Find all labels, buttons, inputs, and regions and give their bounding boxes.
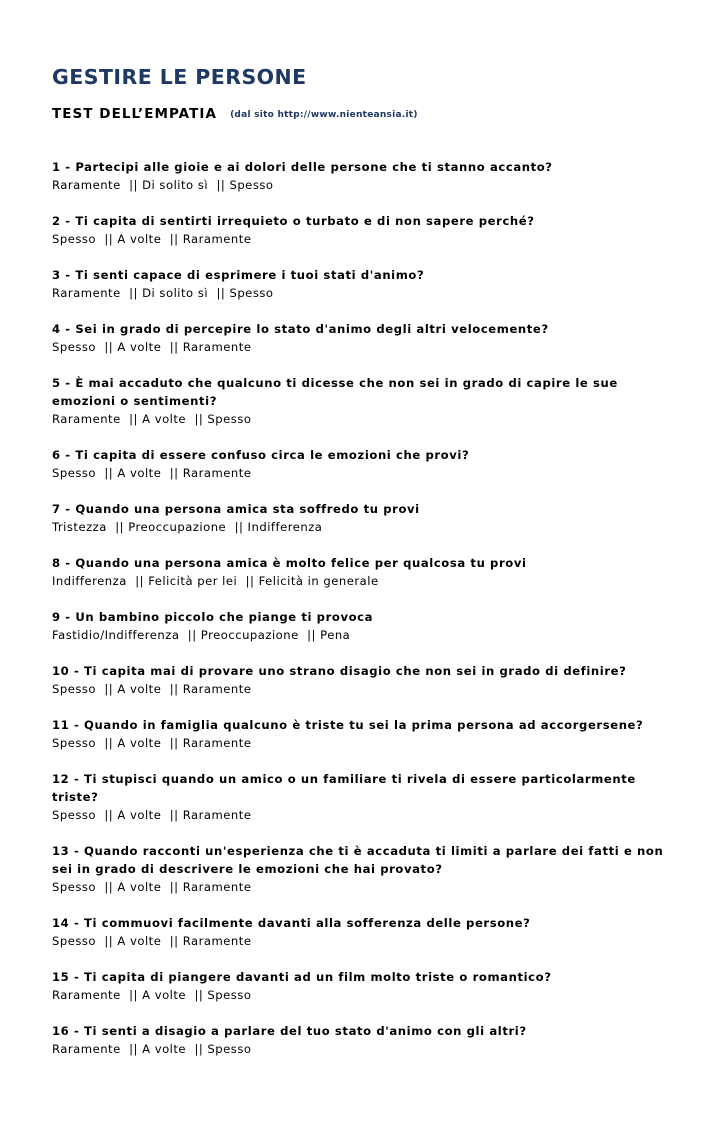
- answer-options: Spesso || A volte || Raramente: [52, 232, 252, 246]
- question-item: [52, 968, 692, 1004]
- question-text: 5 - È mai accaduto che qualcuno ti dicesse che non sei in grado di capire le sue emozioni o sentimenti?: [52, 376, 618, 408]
- answer-options: Spesso || A volte || Raramente: [52, 934, 252, 948]
- answer-options: Raramente || A volte || Spesso: [52, 412, 252, 426]
- answer-options: Spesso || A volte || Raramente: [52, 340, 252, 354]
- question-text: 10 - Ti capita mai di provare uno strano disagio che non sei in grado di definire?: [52, 664, 627, 678]
- answer-options: Tristezza || Preoccupazione || Indifferenza: [52, 520, 323, 534]
- subtitle-row: [52, 103, 692, 122]
- answer-options: Raramente || A volte || Spesso: [52, 1042, 252, 1056]
- question-text: 12 - Ti stupisci quando un amico o un familiare ti rivela di essere particolarmente triste?: [52, 772, 636, 804]
- question-text: 14 - Ti commuovi facilmente davanti alla sofferenza delle persone?: [52, 916, 531, 930]
- question-item: [52, 158, 692, 194]
- answer-options: Spesso || A volte || Raramente: [52, 808, 252, 822]
- answer-options: Spesso || A volte || Raramente: [52, 880, 252, 894]
- question-text: 6 - Ti capita di essere confuso circa le emozioni che provi?: [52, 448, 470, 462]
- answer-options: Raramente || Di solito sì || Spesso: [52, 286, 274, 300]
- question-item: [52, 842, 692, 896]
- answer-options: Raramente || A volte || Spesso: [52, 988, 252, 1002]
- question-item: [52, 500, 692, 536]
- question-item: [52, 770, 692, 824]
- question-text: 7 - Quando una persona amica sta soffredo tu provi: [52, 502, 420, 516]
- question-item: [52, 320, 692, 356]
- question-text: 15 - Ti capita di piangere davanti ad un film molto triste o romantico?: [52, 970, 552, 984]
- question-item: [52, 554, 692, 590]
- document-subtitle: TEST DELL’EMPATIA: [52, 106, 217, 122]
- question-item: [52, 212, 692, 248]
- answer-options: Spesso || A volte || Raramente: [52, 466, 252, 480]
- question-item: [52, 374, 692, 428]
- question-text: 2 - Ti capita di sentirti irrequieto o turbato e di non sapere perché?: [52, 214, 535, 228]
- question-text: 11 - Quando in famiglia qualcuno è triste tu sei la prima persona ad accorgersene?: [52, 718, 644, 732]
- question-list: [52, 158, 692, 1058]
- question-text: 13 - Quando racconti un'esperienza che ti è accaduta ti limiti a parlare dei fatti e non sei in grado di descrivere le emozioni che hai provato?: [52, 844, 664, 876]
- question-text: 3 - Ti senti capace di esprimere i tuoi stati d'animo?: [52, 268, 425, 282]
- question-item: [52, 1022, 692, 1058]
- question-text: 1 - Partecipi alle gioie e ai dolori delle persone che ti stanno accanto?: [52, 160, 553, 174]
- document-page: [52, 64, 692, 1076]
- document-title: GESTIRE LE PERSONE: [52, 65, 307, 89]
- question-item: [52, 266, 692, 302]
- question-text: 16 - Ti senti a disagio a parlare del tuo stato d'animo con gli altri?: [52, 1024, 527, 1038]
- answer-options: Spesso || A volte || Raramente: [52, 736, 252, 750]
- answer-options: Fastidio/Indifferenza || Preoccupazione || Pena: [52, 628, 351, 642]
- question-text: 9 - Un bambino piccolo che piange ti provoca: [52, 610, 374, 624]
- question-text: 4 - Sei in grado di percepire lo stato d'animo degli altri velocemente?: [52, 322, 549, 336]
- answer-options: Indifferenza || Felicità per lei || Felicità in generale: [52, 574, 379, 588]
- answer-options: Spesso || A volte || Raramente: [52, 682, 252, 696]
- question-item: [52, 716, 692, 752]
- question-item: [52, 914, 692, 950]
- question-item: [52, 662, 692, 698]
- question-text: 8 - Quando una persona amica è molto felice per qualcosa tu provi: [52, 556, 527, 570]
- source-note: (dal sito http://www.nienteansia.it): [230, 110, 418, 120]
- question-item: [52, 446, 692, 482]
- question-item: [52, 608, 692, 644]
- answer-options: Raramente || Di solito sì || Spesso: [52, 178, 274, 192]
